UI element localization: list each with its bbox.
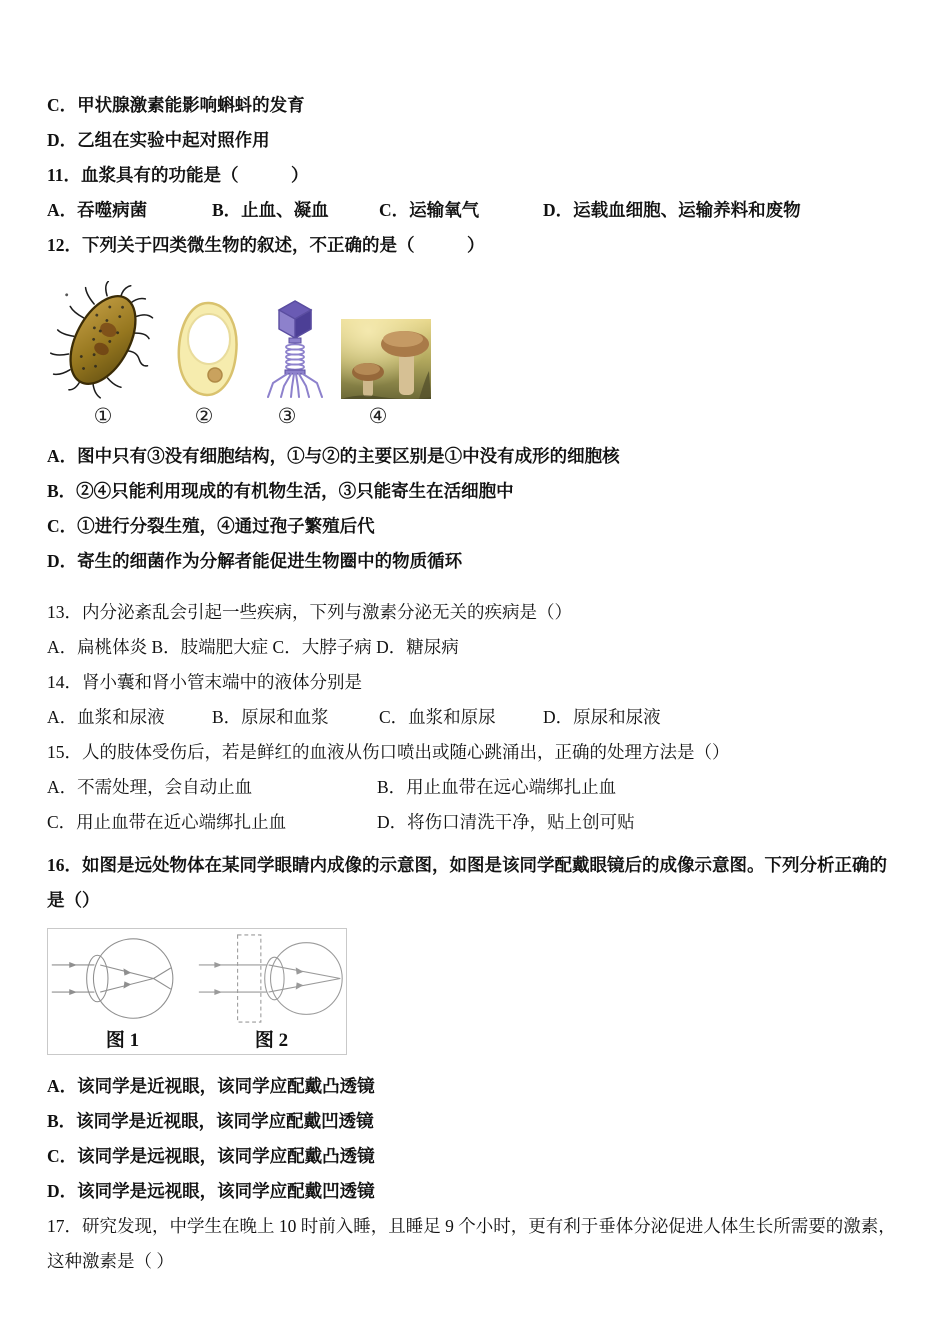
bacterium-illustration — [47, 281, 159, 399]
q15-option-a: A．不需处理，会自动止血 — [47, 777, 253, 797]
q12-figure-microorganisms — [47, 281, 903, 399]
q16-figure-labels — [48, 1025, 346, 1052]
figure-label-4: ④ — [368, 403, 388, 428]
q11-options — [47, 193, 903, 228]
carryover-option-d: D．乙组在实验中起对照作用 — [47, 130, 270, 150]
q14-option-a: A．血浆和尿液 — [47, 707, 165, 727]
q12-option-a: A．图中只有③没有细胞结构，①与②的主要区别是①中没有成形的细胞核 — [47, 446, 620, 466]
q14-option-c: C．血浆和原尿 — [379, 707, 496, 727]
yeast-cell-illustration — [169, 299, 249, 399]
q16-figure-eye-diagrams — [47, 928, 347, 1055]
q15-options-row2 — [47, 805, 903, 840]
q15-stem: 15．人的肢体受伤后，若是鲜红的血液从伤口喷出或随心跳涌出，正确的处理方法是（） — [47, 742, 730, 762]
q15-options-row1 — [47, 770, 903, 805]
corrected-eye-diagram-icon — [197, 933, 346, 1025]
q14-option-b: B．原尿和血浆 — [212, 707, 329, 727]
mushrooms-photo — [341, 319, 431, 399]
q14-options — [47, 700, 903, 735]
q16-option-a: A．该同学是近视眼，该同学应配戴凸透镜 — [47, 1076, 375, 1096]
q16-stem: 16．如图是远处物体在某同学眼睛内成像的示意图，如图是该同学配戴眼镜后的成像示意图。下列分析正确的是（） — [47, 855, 887, 910]
q12-option-d: D．寄生的细菌作为分解者能促进生物圈中的物质循环 — [47, 551, 463, 571]
q11-option-d: D．运载血细胞、运输养料和废物 — [543, 200, 801, 220]
q11-option-a: A．吞噬病菌 — [47, 200, 148, 220]
q15-option-b: B．用止血带在远心端绑扎止血 — [377, 777, 617, 797]
q16-option-d: D．该同学是远视眼，该同学应配戴凹透镜 — [47, 1181, 375, 1201]
figure-label-1: ① — [93, 403, 113, 428]
q11-stem: 11．血浆具有的功能是（ ） — [47, 165, 309, 185]
bacterium-icon — [47, 281, 159, 399]
myopia-eye-diagram-icon — [48, 933, 197, 1025]
figure1-label: 图 1 — [105, 1030, 140, 1051]
q16-option-b: B．该同学是近视眼，该同学应配戴凹透镜 — [47, 1111, 374, 1131]
mushrooms-icon — [341, 319, 431, 399]
q13-options: A．扁桃体炎 B．肢端肥大症 C．大脖子病 D．糖尿病 — [47, 637, 459, 657]
q11-option-c: C．运输氧气 — [379, 200, 480, 220]
q12-stem: 12．下列关于四类微生物的叙述，不正确的是（ ） — [47, 235, 485, 255]
q11-option-b: B．止血、凝血 — [212, 200, 329, 220]
figure-label-2: ② — [194, 403, 214, 428]
bacteriophage-icon — [265, 299, 325, 399]
yeast-icon — [169, 299, 249, 399]
figure-label-3: ③ — [277, 403, 297, 428]
q16-option-c: C．该同学是远视眼，该同学应配戴凸透镜 — [47, 1146, 375, 1166]
q12-option-b: B．②④只能利用现成的有机物生活，③只能寄生在活细胞中 — [47, 481, 514, 501]
carryover-option-c: C．甲状腺激素能影响蝌蚪的发育 — [47, 95, 305, 115]
bacteriophage-illustration — [265, 299, 325, 399]
q13-stem: 13．内分泌紊乱会引起一些疾病，下列与激素分泌无关的疾病是（） — [47, 602, 572, 622]
figure2-label: 图 2 — [254, 1030, 289, 1051]
q12-option-c: C．①进行分裂生殖，④通过孢子繁殖后代 — [47, 516, 375, 536]
q15-option-d: D．将伤口清洗干净，贴上创可贴 — [377, 812, 635, 832]
q17-stem: 17．研究发现，中学生在晚上 10 时前入睡，且睡足 9 个小时，更有利于垂体分泌促进人体生长所需要的激素，这种激素是（ ） — [47, 1216, 896, 1271]
q15-option-c: C．用止血带在近心端绑扎止血 — [47, 812, 287, 832]
q14-option-d: D．原尿和尿液 — [543, 707, 661, 727]
q12-figure-labels — [47, 401, 903, 431]
q14-stem: 14．肾小囊和肾小管末端中的液体分别是 — [47, 672, 362, 692]
